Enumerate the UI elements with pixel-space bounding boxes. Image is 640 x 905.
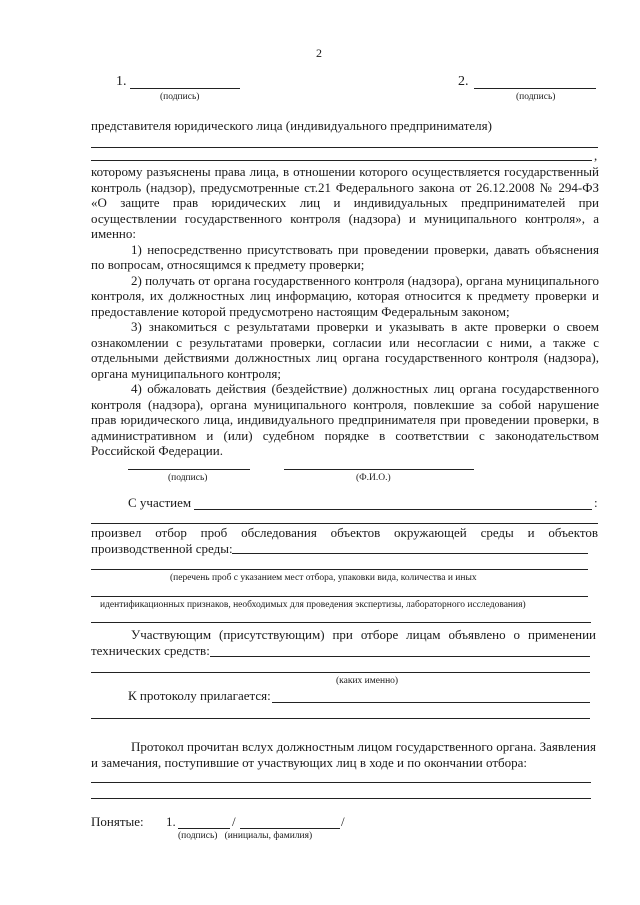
attached-line-1[interactable] — [272, 702, 590, 703]
attached-label: К протоколу прилагается: — [128, 688, 271, 703]
witness-caption: (подпись) (инициалы, фамилия) — [178, 831, 313, 841]
sampling-line-1[interactable] — [232, 553, 588, 554]
samples-caption-2: идентификационных признаков, необходимых для проведения экспертизы, лабораторного исследования) — [100, 600, 526, 610]
technical-text-content: Участвующим (присутствующим) при отборе лицам объявлено о применении технических средств: — [91, 627, 596, 658]
representative-line-1[interactable] — [91, 147, 598, 148]
read-text-content: Протокол прочитан вслух должностным лицом государственного органа. Заявления и замечания, поступившие от участвующих лиц в ходе и по окончании отбора: — [91, 739, 596, 770]
signature-1-line[interactable] — [130, 88, 240, 89]
witnesses-label: Понятые: — [91, 814, 144, 829]
signature-1-caption: (подпись) — [160, 92, 200, 102]
read-text — [91, 739, 596, 770]
technical-line-1[interactable] — [210, 656, 590, 657]
participation-label: С участием — [128, 495, 192, 510]
signature-1-number: 1. — [116, 74, 127, 89]
sig3-sign-caption: (подпись) — [168, 473, 208, 483]
representative-line-2[interactable] — [91, 160, 592, 161]
signature-2-line[interactable] — [474, 88, 596, 89]
participation-line-1[interactable] — [194, 509, 592, 510]
sampling-line-3[interactable] — [91, 596, 588, 597]
technical-caption: (каких именно) — [336, 676, 399, 686]
rights-item-3: 3) знакомиться с результатами проверки и указывать в акте проверки о своем ознакомлении с результатами проверки, согласии или несогласии с ними, а также с отдельными действиями должностных лиц органа государственного контроля (надзора), органа муниципального контроля; — [91, 319, 599, 381]
participation-colon: : — [594, 495, 598, 510]
rights-item-2: 2) получать от органа государственного контроля (надзора), органа муниципального контроля, их должностных лиц информацию, которая относится к предмету проверки и предоставление которой предусмотрено настоящим Федеральным законом; — [91, 272, 599, 319]
attached-line-2[interactable] — [91, 718, 590, 719]
representative-label: представителя юридического лица (индивидуального предпринимателя) — [91, 118, 492, 133]
samples-caption-1: (перечень проб с указанием мест отбора, упаковки вида, количества и иных — [170, 573, 477, 583]
read-line-1[interactable] — [91, 782, 591, 783]
sig3-name-line[interactable] — [284, 469, 474, 470]
technical-line-2[interactable] — [91, 672, 590, 673]
participation-line-2[interactable] — [91, 523, 598, 524]
rights-intro: которому разъяснены права лица, в отношении которого осуществляется государственный контроль (надзор), предусмотренные ст.21 Федерального закона от 26.12.2008 № 294-ФЗ «О защите прав юридических лиц и индивидуальных предпринимателей при осуществлении государственного контроля (надзора) и муниципального контроля», а именно: — [91, 164, 599, 241]
signature-2-caption: (подпись) — [516, 92, 556, 102]
page-number: 2 — [316, 46, 322, 60]
witness-name-line[interactable] — [240, 828, 340, 829]
read-line-2[interactable] — [91, 798, 591, 799]
rights-block — [91, 164, 599, 459]
rights-item-1: 1) непосредственно присутствовать при проведении проверки, давать объяснения по вопросам, относящимся к предмету проверки; — [91, 241, 599, 272]
sig3-sign-line[interactable] — [128, 469, 250, 470]
sampling-text — [91, 525, 598, 556]
technical-text — [91, 627, 596, 658]
sig3-name-caption: (Ф.И.О.) — [356, 473, 391, 483]
rights-item-4: 4) обжаловать действия (бездействие) должностных лиц органа государственного контроля (надзора), органа муниципального контроля, повлекшие за собой нарушение прав юридического лица, индивидуального предпринимателя при проведении проверки, в административном и (или) судебном порядке в соответствии с законодательством Российской Федерации. — [91, 381, 599, 458]
sampling-line-2[interactable] — [91, 569, 588, 570]
rights-comma: , — [594, 148, 598, 163]
witness-slash-2: / — [341, 814, 345, 829]
sampling-text-content: произвел отбор проб обследования объектов окружающей среды и объектов производственной среды: — [91, 525, 598, 556]
witness-sign-line[interactable] — [178, 828, 230, 829]
witness-slash-1: / — [232, 814, 236, 829]
witness-number: 1. — [166, 814, 176, 829]
sampling-line-4[interactable] — [91, 622, 591, 623]
signature-2-number: 2. — [458, 74, 469, 89]
